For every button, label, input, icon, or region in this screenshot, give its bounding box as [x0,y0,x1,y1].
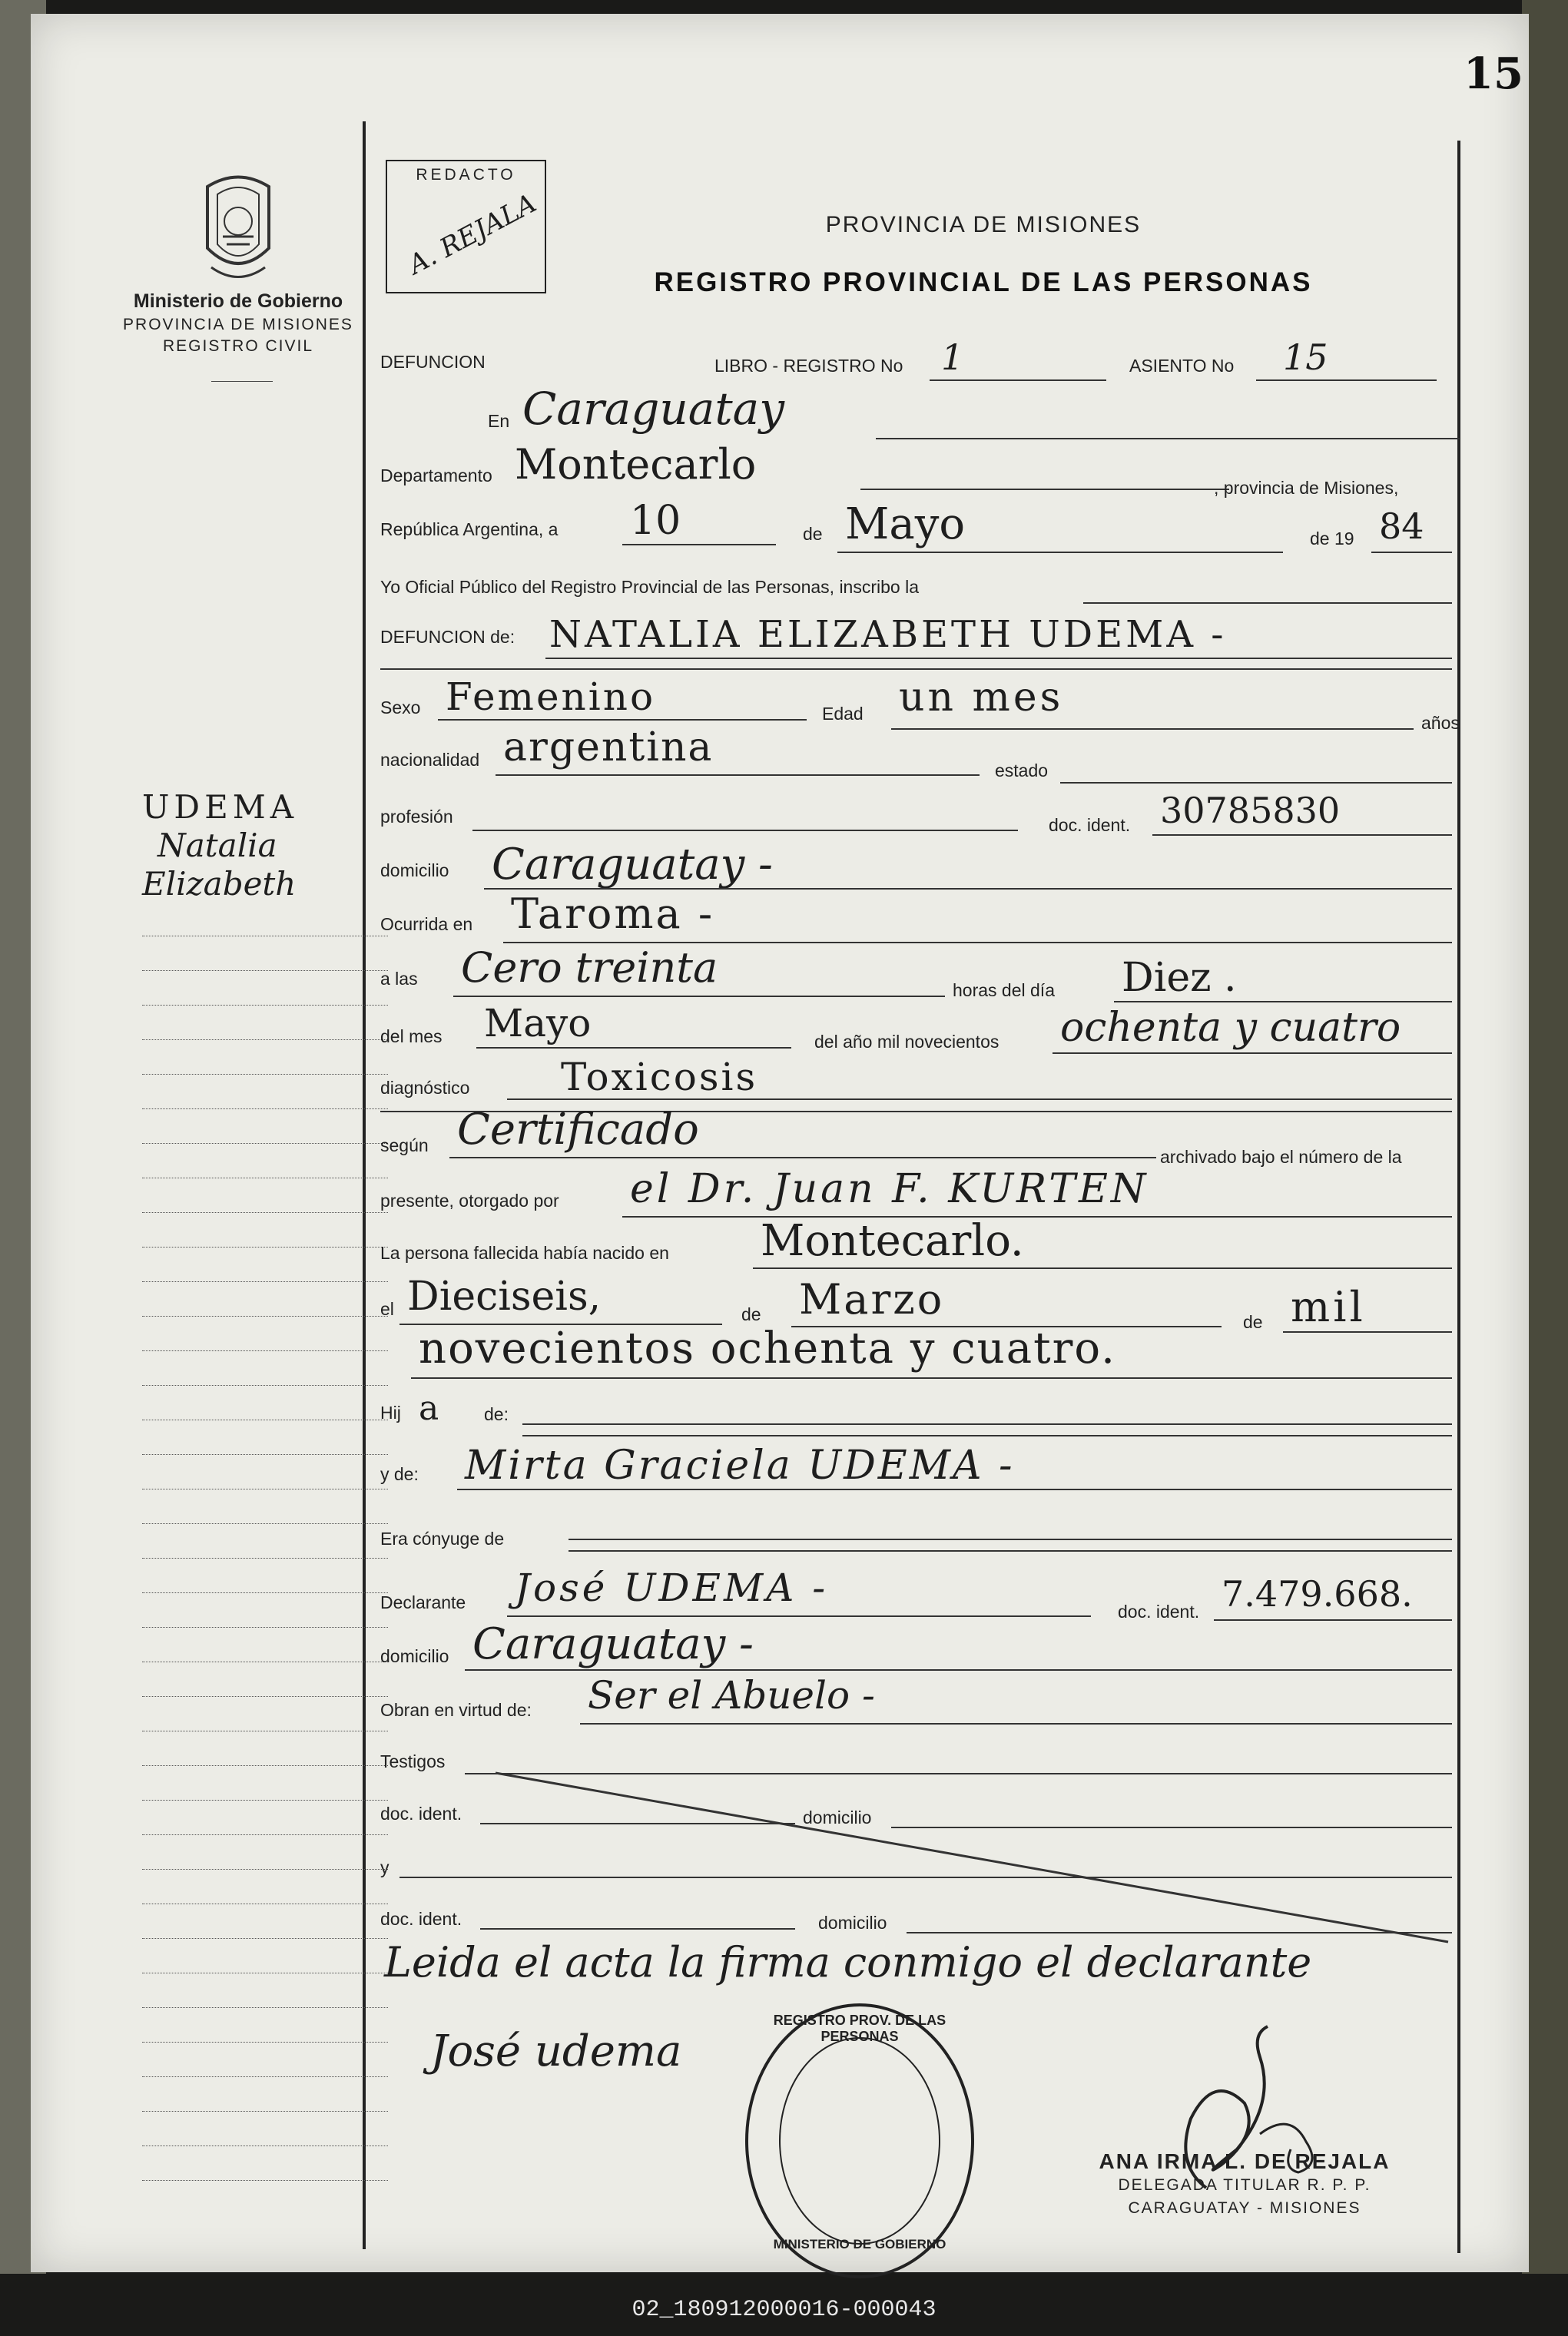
leida-text: Leida el acta la firma conmigo el declarante [384,1938,1312,1986]
de3-label: de [1243,1312,1263,1332]
margin-middlename: Elizabeth [142,865,297,903]
redacto-stamp [386,160,546,293]
margin-line [142,1039,388,1040]
diagnostico-line [507,1098,1452,1100]
testigo2-dom-label: domicilio [818,1913,887,1933]
margin-line [142,1350,388,1351]
asiento-line [1256,379,1437,381]
nombre-line-2 [380,668,1452,670]
official-place: CARAGUATAY - MISIONES [1128,2199,1361,2217]
margin-line [142,1212,388,1213]
hij-de-label: de: [484,1404,509,1424]
ministry-province: PROVINCIA DE MISIONES [123,316,353,333]
right-border [1457,141,1460,2253]
ministry-emblem [196,164,280,290]
presente-value: el Dr. Juan F. KURTEN [630,1166,1149,1212]
horas-label: horas del día [953,980,1055,1000]
margin-line [142,1800,388,1801]
registry-title: REGISTRO PROVINCIAL DE LAS PERSONAS [654,267,1313,297]
el-value: Dieciseis, [407,1274,602,1320]
margin-line [142,2111,388,2112]
margin-line [142,1523,388,1524]
nacido-label: La persona fallecida había nacido en [380,1243,669,1263]
margin-line [142,1869,388,1870]
conyuge-label: Era cónyuge de [380,1529,505,1549]
alas-line [453,996,945,997]
testigo1-dom-label: domicilio [803,1808,872,1827]
margin-line [142,970,388,971]
stamp-bottom-text: MINISTERIO DE GOBIERNO [773,2237,946,2252]
ministry-title: Ministerio de Gobierno [133,290,343,312]
edad-line [891,728,1414,730]
diagnostico-value: Toxicosis [561,1055,758,1099]
obran-value: Ser el Abuelo - [588,1673,875,1718]
margin-line [142,1765,388,1766]
yde-value: Mirta Graciela UDEMA - [465,1443,1015,1489]
departamento-value: Montecarlo [515,440,757,489]
ocurrida-label: Ocurrida en [380,914,473,934]
ministry-registry: REGISTRO CIVIL [162,337,314,355]
sexo-value: Femenino [446,674,656,719]
decl-doc-label: doc. ident. [1118,1602,1200,1622]
declarante-signature: José udema [430,2026,682,2076]
margin-line [142,2145,388,2146]
docident-line [1152,834,1452,836]
en-label: En [488,411,510,431]
declarante-value: José UDEMA - [515,1566,829,1610]
estado-label: estado [995,760,1049,780]
binder-right [1522,0,1568,2274]
segun-line [449,1157,1156,1158]
margin-line [142,2076,388,2077]
ministry-underline [211,381,273,382]
decl-doc-line [1214,1619,1452,1621]
anio-value: 84 [1379,505,1424,547]
provincia-suffix: , provincia de Misiones, [1214,478,1399,498]
ocurrida-value: Taroma - [511,890,715,938]
yde-line [457,1489,1452,1490]
margin-line [142,1558,388,1559]
margin-line [142,1454,388,1455]
province-header: PROVINCIA DE MISIONES [825,212,1142,237]
oficial-text: Yo Oficial Público del Registro Provincial de las Personas, inscribo la [380,577,919,597]
segun-label: según [380,1135,429,1155]
alas-value: Cero treinta [461,943,718,992]
novecientos-value: novecientos ochenta y cuatro. [419,1324,1116,1373]
margin-line [142,1074,388,1075]
testigos-label: Testigos [380,1751,446,1771]
hij-label: Hij [380,1403,401,1423]
republica-label: República Argentina, a [380,519,559,539]
margin-line [142,1592,388,1593]
anio-prefix: de 19 [1310,528,1354,548]
sexo-line [438,719,807,721]
declarante-line [507,1615,1091,1617]
nacido-value: Montecarlo. [761,1216,1024,1266]
declarante-label: Declarante [380,1592,466,1612]
margin-line [142,1143,388,1144]
delanio-line [1053,1052,1452,1054]
decl-dom-value: Caraguatay - [472,1619,754,1669]
decl-dom-label: domicilio [380,1646,449,1666]
dia-value: 10 [630,498,681,544]
profesion-label: profesión [380,807,453,827]
margin-line [142,1005,388,1006]
delanio-label: del año mil novecientos [814,1032,999,1052]
yde-label: y de: [380,1464,419,1484]
mes-value: Mayo [845,499,966,549]
nombre-value: NATALIA ELIZABETH UDEMA - [549,613,1227,656]
registry-round-stamp [745,2003,974,2278]
dia-line [622,544,776,545]
horas-value: Diez . [1122,955,1237,1001]
presente-label: presente, otorgado por [380,1191,559,1211]
witness-cancel-line [380,1758,1456,1957]
decl-dom-line [465,1669,1452,1671]
segun-value: Certificado [457,1105,699,1155]
official-name: ANA IRMA L. DE REJALA [1099,2149,1391,2173]
margin-line [142,1247,388,1248]
official-role: DELEGADA TITULAR R. P. P. [1118,2176,1371,2194]
anos-label: años [1421,713,1460,733]
de-label: de [803,524,823,544]
hij-value: a [419,1389,439,1428]
profesion-line [472,830,1018,831]
mil-line [1283,1331,1452,1333]
en-value: Caraguatay [522,383,784,435]
presente-line [622,1216,1452,1218]
domicilio-value: Caraguatay - [492,840,773,890]
nacionalidad-line [496,774,980,776]
asiento-label: ASIENTO No [1129,356,1235,376]
nombre-line [545,658,1452,659]
redacto-signature: A. REJALA [403,187,542,281]
margin-divider [363,121,366,2249]
margin-line [142,1108,388,1109]
departamento-line [860,489,1229,490]
libro-value: 1 [941,336,964,378]
margin-line [142,2007,388,2008]
margin-line [142,2042,388,2043]
libro-line [930,379,1106,381]
edad-value: un mes [899,674,1064,721]
alas-label: a las [380,969,418,989]
delmes-line [476,1047,791,1049]
estado-line [1060,782,1452,784]
delanio-value: ochenta y cuatro [1060,1005,1401,1051]
edad-label: Edad [822,704,864,724]
delmes-value: Mayo [484,1001,592,1045]
domicilio-label: domicilio [380,860,449,880]
margin-surname: UDEMA [142,788,299,826]
mes-line [837,552,1283,553]
hij-line-2 [522,1435,1452,1436]
obran-label: Obran en virtud de: [380,1700,532,1720]
margin-line [142,1938,388,1939]
obran-line [580,1723,1452,1725]
margin-line [142,1385,388,1386]
el-label: el [380,1299,394,1319]
anio-line [1371,552,1452,553]
sexo-label: Sexo [380,697,421,717]
en-line [876,438,1460,439]
docident-value: 30785830 [1160,790,1341,831]
margin-line [142,1834,388,1835]
nacido-line [753,1267,1452,1269]
margin-line [142,1281,388,1282]
marzo-value: Marzo [799,1275,945,1324]
hij-line [522,1423,1452,1425]
libro-label: LIBRO - REGISTRO No [714,356,903,376]
departamento-label: Departamento [380,466,492,485]
horas-line [1114,1001,1452,1002]
oficial-line [1083,602,1452,604]
docident-label: doc. ident. [1049,815,1131,835]
ministry-header [104,290,373,356]
y-label: y [380,1857,390,1877]
margin-firstname: Natalia [157,827,277,864]
stamp-inner-ring [779,2037,940,2245]
margin-line [142,1696,388,1697]
stamp-top-text: REGISTRO PROV. DE LAS PERSONAS [773,2013,946,2044]
margin-line [142,1316,388,1317]
delmes-label: del mes [380,1026,443,1046]
novecientos-line [411,1377,1452,1379]
asiento-value: 15 [1283,336,1328,378]
nacionalidad-value: argentina [503,724,714,770]
document-page [31,14,1529,2272]
image-filename: 02_180912000016-000043 [632,2297,936,2323]
conyuge-line-2 [569,1550,1452,1552]
conyuge-line [569,1539,1452,1540]
defuncion-de-label: DEFUNCION de: [380,627,515,647]
margin-line [142,1627,388,1628]
margin-line [142,2180,388,2181]
decl-doc-value: 7.479.668. [1222,1573,1413,1615]
de2-label: de [741,1304,761,1324]
redacto-label: REDACTO [416,166,516,184]
page-number: 15 [1464,48,1523,99]
defuncion-label: DEFUNCION [380,352,486,372]
nacionalidad-label: nacionalidad [380,750,480,770]
archivado-label: archivado bajo el número de la [1160,1147,1402,1167]
mil-value: mil [1291,1283,1366,1331]
diagnostico-label: diagnóstico [380,1078,470,1098]
testigo1-doc-label: doc. ident. [380,1804,462,1824]
testigo2-doc-label: doc. ident. [380,1909,462,1929]
